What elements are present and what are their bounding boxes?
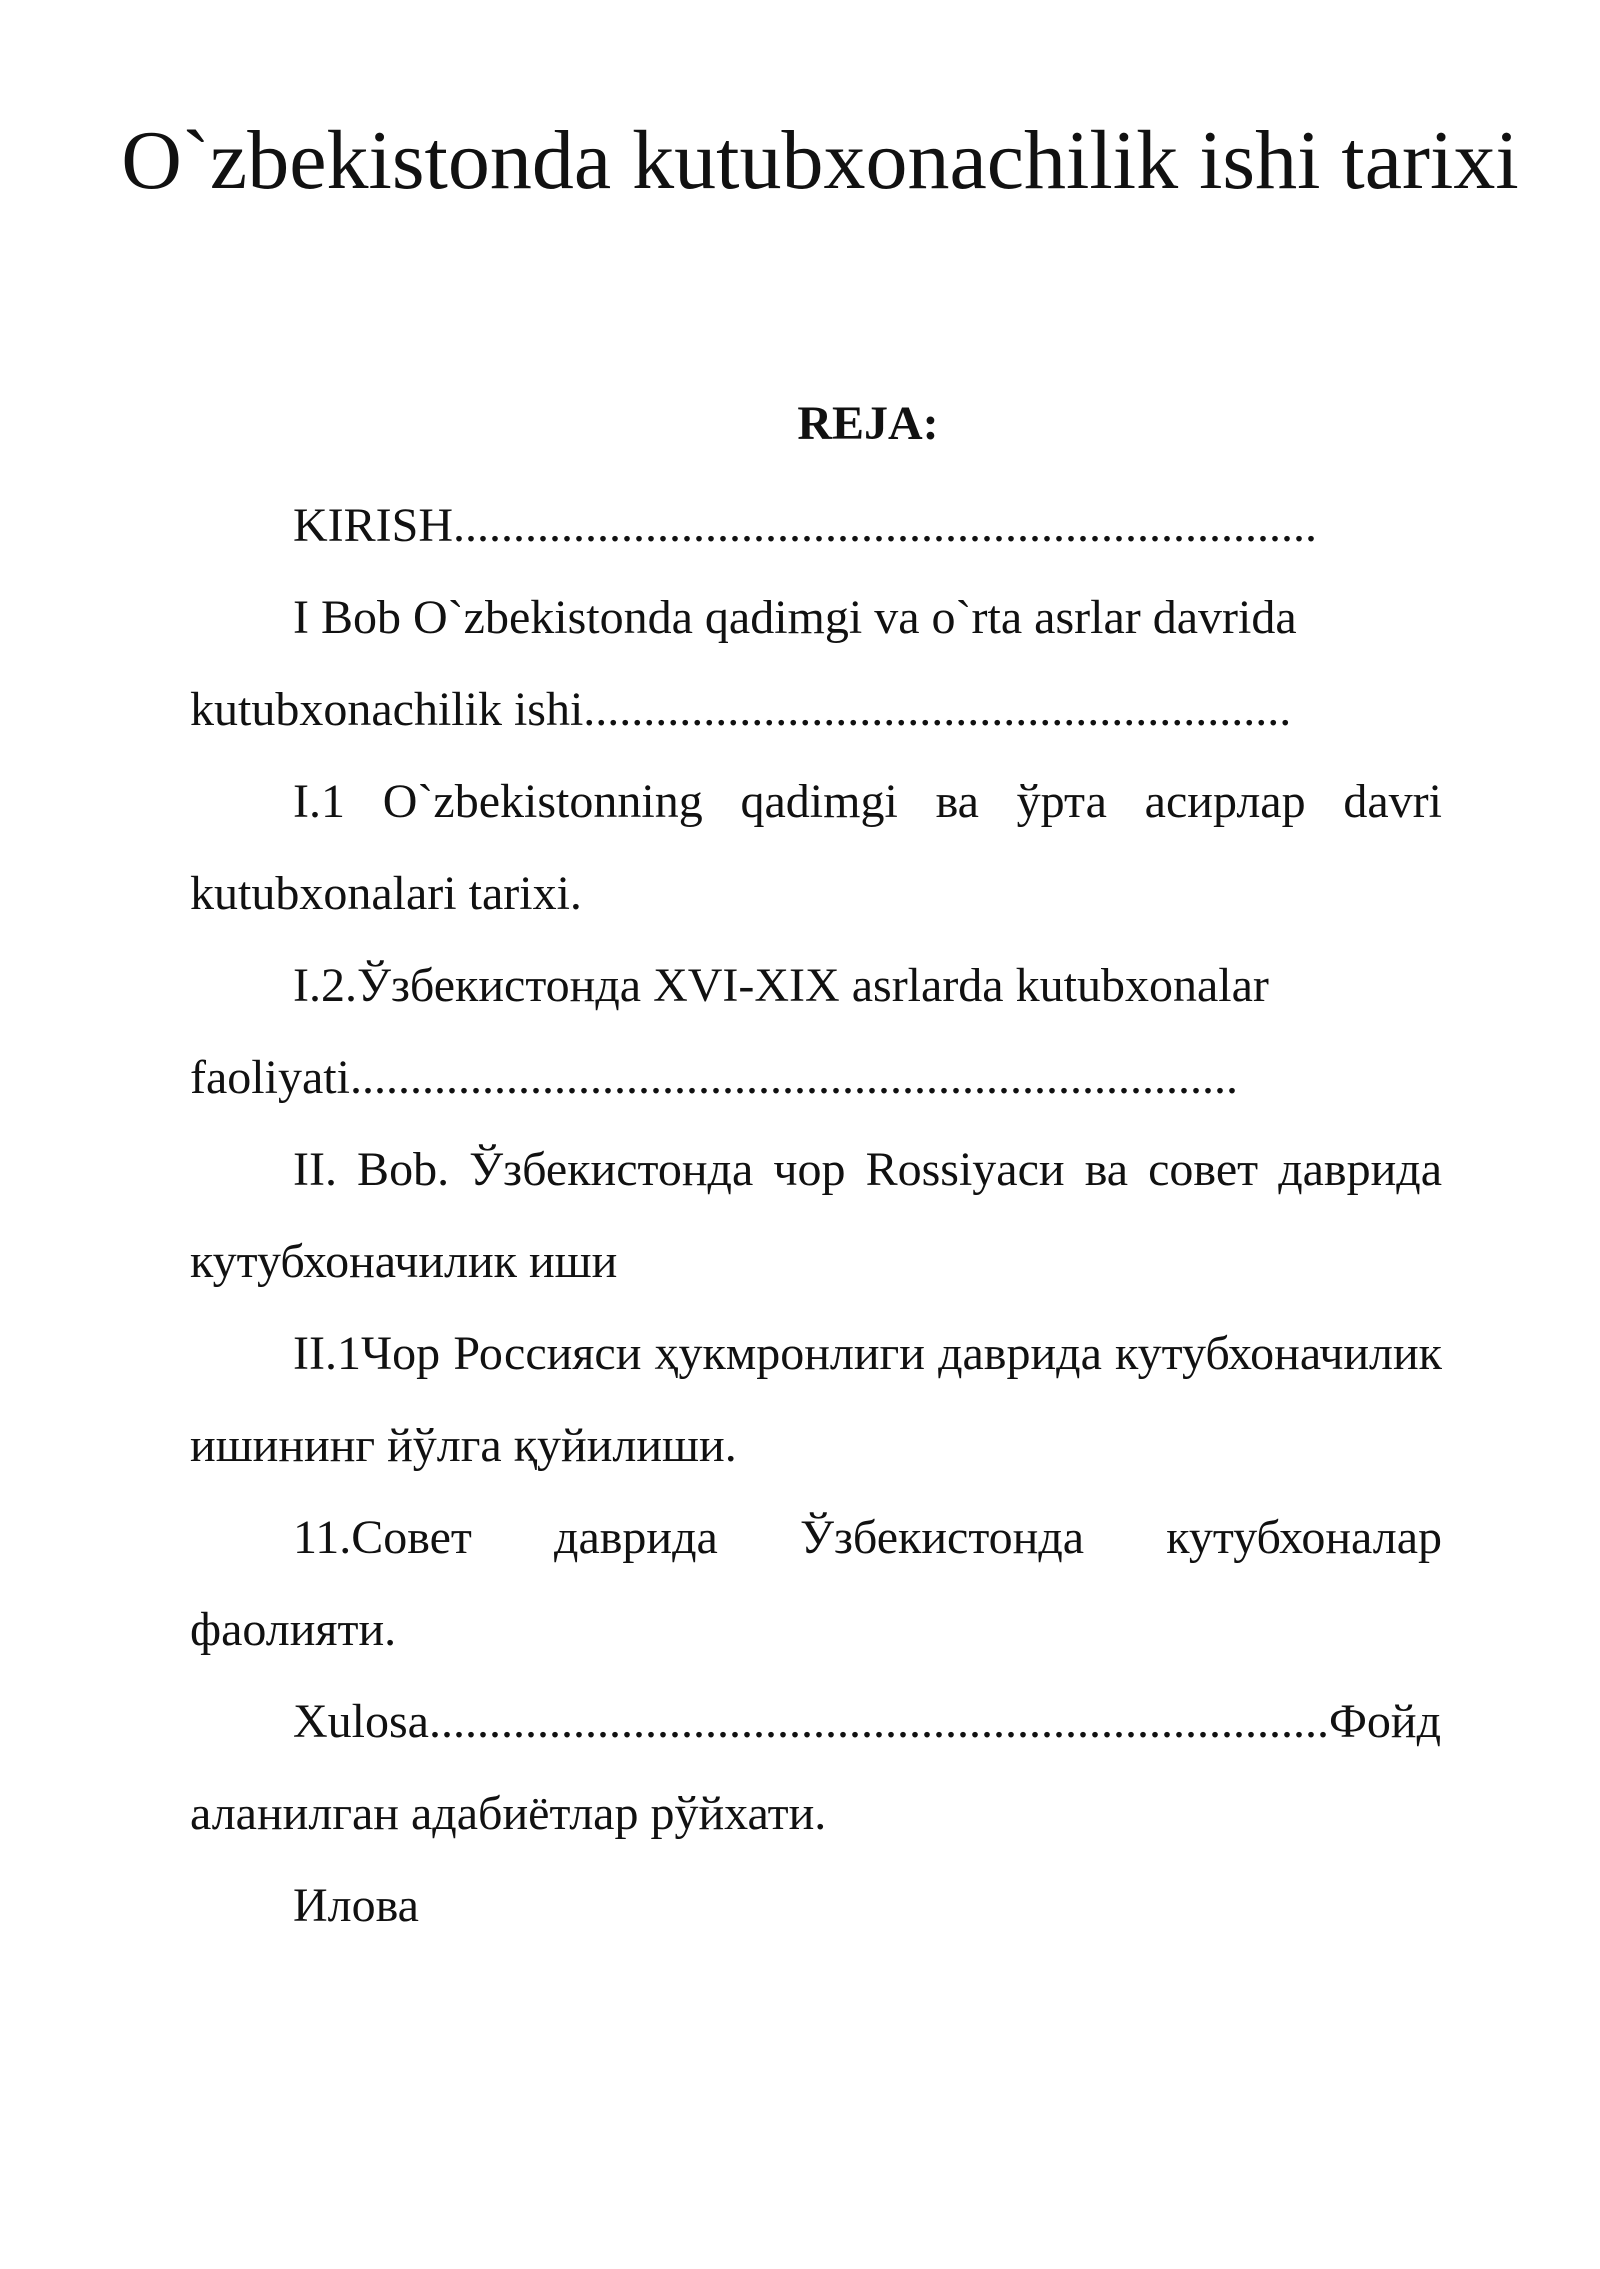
document-title: O`zbekistonda kutubxonachilik ishi tarixi — [121, 114, 1519, 207]
plan-list — [190, 480, 1442, 1952]
plan-item-chapter-2: II. Bob. Ўзбекистонда чор Rossiyaси ва совет даврида кутубхоначилик иши — [190, 1143, 1442, 1288]
plan-item-section-1-1: I.1 O`zbekistonning qadimgi ва ўрта асирлар davri kutubxonalari tarixi. — [190, 775, 1442, 920]
plan-item-chapter-1: I Bob O`zbekistonda qadimgi va o`rta asrlar davrida kutubxonachilik ishi........................................................... — [190, 591, 1297, 736]
plan-item-conclusion-references: Xulosa...........................................................................Фойдаланилган адабиётлар рўйхати. — [190, 1695, 1442, 1840]
plan-item-section-2-1: II.1Чор Россияси ҳукмронлиги даврида кутубхоначилик ишининг йўлга қуйилиши. — [190, 1327, 1442, 1472]
plan-item-section-2-2: 11.Совет даврида Ўзбекистонда кутубхоналар фаолияти. — [190, 1511, 1442, 1656]
plan-heading: REJA: — [797, 397, 939, 450]
plan-item-section-1-2: I.2.Ўзбекистонда XVI-XIX asrlarda kutubxonalar faoliyati.......................................................................... — [190, 959, 1269, 1104]
plan-item-introduction: KIRISH........................................................................ — [293, 499, 1318, 552]
plan-item-appendix: Илова — [293, 1879, 419, 1932]
